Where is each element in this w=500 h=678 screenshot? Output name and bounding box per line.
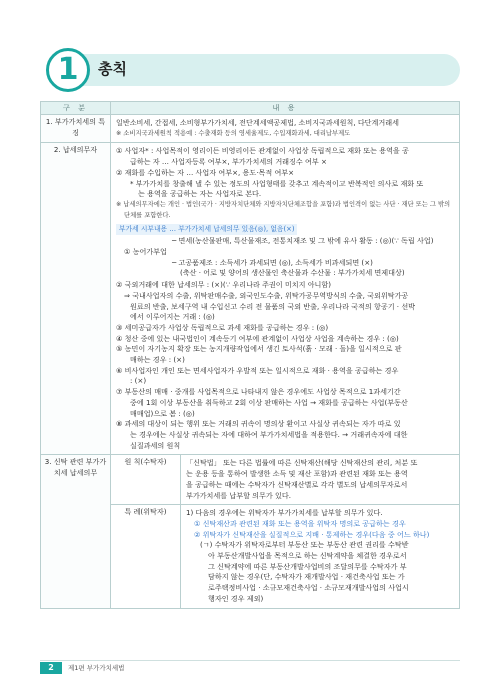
tree-branch: ─ 고공품제조 : 소득세가 과세되면 (◎), 소득세가 비과세되면 (×): [172, 257, 373, 267]
text-line: ① 신탁재산과 관련된 재화 또는 용역을 위탁자 명의로 공급하는 경우: [194, 518, 406, 528]
text-line: ① 사업자* : 사업목적이 영리이든 비영리이든 관계없이 사업상 독립적으로 재화 또는 용역을 공: [116, 146, 409, 156]
row-content-vat-features: [111, 115, 460, 143]
text-line: 부가가치세를 납부할 의무가 있다.: [186, 490, 291, 500]
table-row: [41, 455, 460, 505]
text-line: 「신탁법」 또는 다른 법률에 따른 신탁재산(해당 신탁재산의 관리, 처분 또: [186, 458, 418, 468]
row-label-taxpayer: 2. 납세의무자: [41, 143, 111, 455]
table-row: [41, 115, 460, 143]
text-line: (ㄱ) 수탁자가 위탁자로부터 부동산 또는 부동산 관련 권리를 수탁받: [200, 540, 409, 550]
exception-content: [181, 505, 460, 608]
text-line: 일반소비세, 간접세, 소비형부가가치세, 전단계세액공제법, 소비지국과세원칙, 다단계거래세: [116, 118, 399, 127]
text-line: 원료의 반출, 보세구역 내 수입신고 수리 전 물품의 국외 반출, 우리나라 국적의 항공기 · 선박: [130, 301, 416, 311]
sub-label-principle: 원 칙(수탁자): [111, 455, 181, 505]
text-line: 실질과세의 원칙: [130, 440, 181, 450]
principle-content: [181, 455, 460, 505]
text-line: 을 공급하는 때에는 수탁자가 신탁재산별로 각각 별도의 납세의무자로서: [186, 479, 408, 489]
note-line: ※ 소비지국과세원칙 적용예 : 수출재화 등의 영세율제도, 수입재화과세, 대리납부제도: [116, 129, 351, 137]
text-line: 1) 다음의 경우에는 위탁자가 부가가치세를 납부할 의무가 있다.: [186, 508, 383, 518]
row-label-trust: 3. 신탁 관련 부가가치세 납세의무: [41, 455, 111, 608]
tree-label: ① 농어가부업: [124, 247, 167, 257]
table-row: [41, 143, 460, 455]
text-line: 에서 이루어지는 거래 : (◎): [130, 312, 215, 322]
page-footer: [40, 660, 460, 673]
text-line: ④ 청산 중에 있는 내국법인이 계속등기 여부에 관계없이 사업상 사업을 계속하는 경우 : (◎): [116, 333, 399, 343]
text-line: 는 운용 등을 통하여 발생한 소득 및 재산 포함)과 관련된 재화 또는 용역: [186, 469, 408, 479]
text-line: : (×): [130, 376, 147, 386]
page-number: 2: [40, 662, 62, 674]
text-line: 담하지 않는 경우(단, 수탁자가 재개발사업 · 재건축사업 또는 가: [208, 572, 405, 582]
text-line: ② 재화를 수입하는 자 … 사업자 여부×, 용도·목적 여부×: [116, 167, 295, 177]
summary-table: [40, 101, 460, 609]
text-line: 매매업)으로 봄 : (◎): [130, 408, 195, 418]
row-content-taxpayer: [111, 143, 460, 455]
text-line: 로주택정비사업 · 소규모재건축사업 · 소규모재개발사업의 사업시: [208, 583, 409, 593]
text-line: ② 위탁자가 신탁재산을 실질적으로 지배 · 통제하는 경우(다음 중 어느 하나): [194, 529, 430, 539]
chapter-number: 1: [46, 48, 90, 92]
row-label-vat-features: 1. 부가가치세의 특징: [41, 115, 111, 143]
text-line: 는 경우에는 사실상 귀속되는 자에 대하여 부가가치세법을 적용한다. → 거래귀속자에 대한: [130, 429, 408, 439]
text-line: 급하는 자 … 사업자등록 여부×, 부가가치세의 거래징수 여부 ×: [130, 157, 327, 167]
text-line: 는 용역을 공급하는 자는 사업자로 본다.: [138, 189, 262, 199]
section-name: 제1편 부가가치세법: [68, 664, 125, 672]
tree-branch: (축산 · 어로 및 양어의 생산물인 축산물과 수산물 : 부가가치세 면제대상): [180, 268, 405, 278]
farm-side-business-tree: [116, 236, 454, 279]
text-line: ⑧ 과세의 대상이 되는 행위 또는 거래의 귀속이 명의상 환이고 사실상 귀속되는 자가 따로 있: [116, 419, 401, 429]
chapter-title: 총칙: [98, 60, 127, 78]
text-line: ⇒ 국내사업자의 수출, 위탁판매수출, 외국인도수출, 위탁가공무역방식의 수출, 국외위탁가공: [124, 290, 409, 300]
text-line: ③ 세미공급자가 사업상 독립적으로 과세 재화를 공급하는 경우 : (◎): [116, 322, 329, 332]
text-line: 행자인 경우 제외): [208, 593, 264, 603]
note-line: 단체를 포함한다.: [124, 211, 171, 219]
chapter-header: [40, 48, 460, 94]
text-line: 중에 1회 이상 부동산을 취득하고 2회 이상 판매하는 사업 → 재화를 공급하는 사업(부동산: [130, 397, 408, 407]
header-content: 내 용: [111, 102, 460, 115]
text-line: ② 국외거래에 대한 납세의무 : (×)(∵ 우리나라 주권이 미치지 아니함): [116, 280, 332, 290]
text-line: ⑥ 비사업자인 개인 또는 면세사업자가 우발적 또는 일시적으로 재화 · 용역을 공급하는 경우: [116, 365, 399, 375]
tree-branch: ─ 면세(농산물판매, 특산물재조, 전통치재조 및 그 밖에 유사 활동 : (◎)(∵ 독립 사업): [172, 236, 434, 246]
header-category: 구 분: [41, 102, 111, 115]
note-line: ※ 납세의무자에는 개인 · 법인(국가 · 지방자치단체와 지방자치단체조합을 포함)과 법인격이 없는 사단 · 재단 또는 그 밖의: [116, 200, 451, 208]
text-line: 아 부동산개발사업을 목적으로 하는 신탁계약을 체결한 경우로서: [208, 551, 407, 561]
text-line: ⑤ 농민이 자기농지 확장 또는 농지개량작업에서 생긴 토사석(흙 · 모래 · 돌)을 일시적으로 판: [116, 344, 402, 354]
text-line: * 부가가치를 창출해 낼 수 있는 정도의 사업형태를 갖추고 계속적이고 반복적인 의사로 재화 또: [130, 178, 424, 188]
text-line: 그 신탁계약에 따른 부동산개발사업비의 조달의무를 수탁자가 부: [208, 561, 407, 571]
sub-heading: 부가세 시부내용 … 부가가치세 납세의무 있음(◎), 없음(×): [116, 224, 297, 235]
sub-label-exception: 특 례(위탁자): [111, 505, 181, 608]
text-line: ⑦ 부동산의 매매 · 중개를 사업목적으로 나타내지 않은 경우에도 사업상 목적으로 1과세기간: [116, 387, 401, 397]
text-line: 매하는 경우 : (×): [130, 355, 185, 365]
